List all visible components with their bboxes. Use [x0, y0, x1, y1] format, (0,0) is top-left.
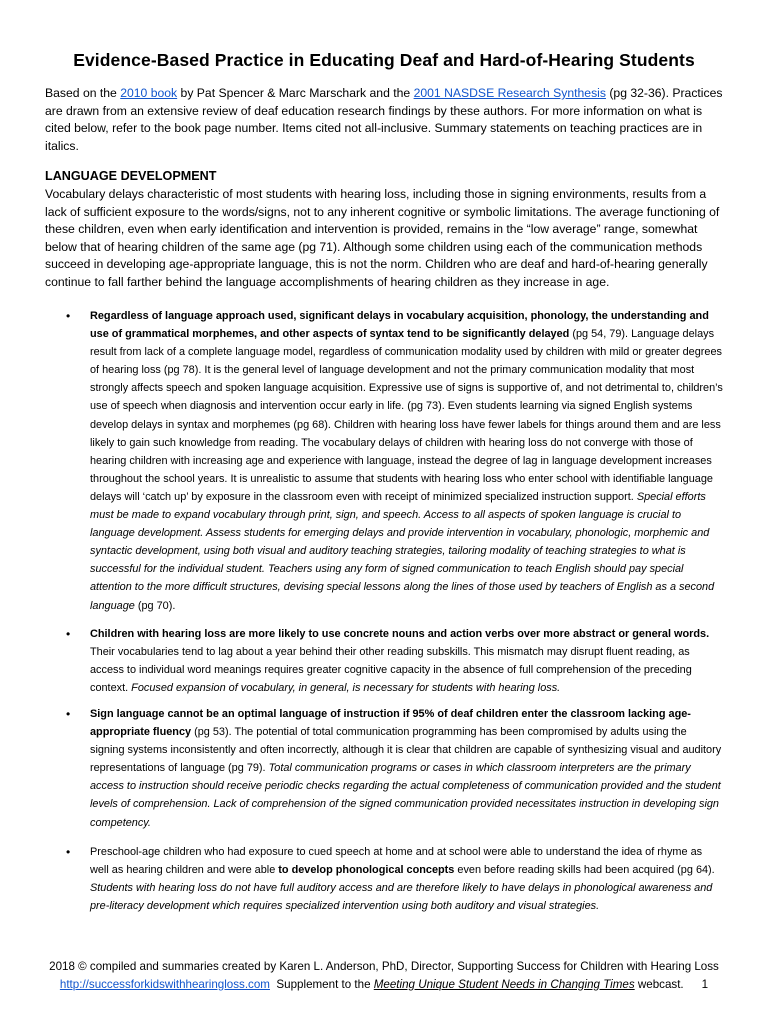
bullet-4-italic: Students with hearing loss do not have full auditory access and are therefore likely to have delays in phonological awareness and pre-literacy development which requires specialized intervention using both auditory and visual strategies. — [90, 881, 713, 912]
page-number: 1 — [701, 977, 709, 991]
list-item — [45, 705, 723, 832]
bullet-4-text-1: Preschool-age children who had exposure to cued speech at home and at school were able to understand the idea of rhyme as well as hearing children and were able — [90, 845, 703, 876]
practice-list — [45, 307, 723, 915]
bullet-4-text-2: even before reading skills had been acquired (pg 64). — [454, 863, 715, 876]
bullet-icon: • — [66, 309, 71, 323]
bullet-3-text: (pg 53). The potential of total communication programming has been compromised by adults using the signing systems inconsistently and often incorrectly, although it is clear that children are capable of synthesizing visual and auditory representations of language (pg 79). — [90, 726, 722, 775]
bullet-icon: • — [66, 626, 71, 641]
book-link[interactable]: 2010 book — [120, 86, 178, 100]
bullet-3-bold: Sign language cannot be an optimal language of instruction if 95% of deaf children enter the classroom lacking age-appropriate fluency — [90, 707, 691, 739]
footer-supplement-text: Supplement to the — [269, 977, 374, 991]
bullet-1-end: (pg 70). — [134, 599, 176, 612]
bullet-2-italic: Focused expansion of vocabulary, in general, is necessary for students with hearing loss. — [131, 681, 561, 694]
intro-text-1: Based on the — [45, 86, 121, 100]
bullet-2-text: Their vocabularies tend to lag about a year behind their other reading subskills. This mismatch may disrupt fluent reading, as access to individual word meanings requires greater cognitive capacity in the absence of full comprehension of the preceding context. — [90, 645, 692, 694]
footer-webcast-text: webcast. — [634, 977, 684, 991]
intro-text-2: by Pat Spencer & Marc Marschark and the — [177, 86, 414, 100]
intro-paragraph — [45, 85, 723, 155]
section-intro: Vocabulary delays characteristic of most students with hearing loss, including those in signing environments, results from a lack of sufficient exposure to the words/signs, not to any inherent cognitive or symbolic limitations. The average functioning of these children, even when early identification and intervention is provided, remains in the “low average” range, somewhat below that of hearing children of the same age (pg 71). Although some children using each of the communication methods succeed in developing age-appropriate language, this is not the norm. Children who are deaf and hard-of-hearing generally continue to fall farther behind the language accomplishments of hearing children as they increase in age. — [45, 187, 720, 289]
bullet-1-text: (pg 54, 79). Language delays result from lack of a complete language model, regardless of communication modality used by children with mild or greater degrees of hearing loss (pg 78). It is the general level of language development and not the primary communication modality that most strongly affects speech and spoken language acquisition. Expressive use of signs is supportive of, and not detrimental to, children’s use of speech when diagnosis and intervention occur early in life. (pg 73). Even students learning via signed English systems develop delays in syntax and morphemes (pg 68). Children with hearing loss have fewer labels for things around them and are less likely to gain such knowledge from reading. The vocabulary delays of children with hearing loss do not converge with those of hearing children with increasing age and experience with language, instead the degree of lag in language development increases throughout the school years. It is unrealistic to assume that students with hearing loss who enter school with identifiable language delays will ‘catch up’ by exposure in the classroom even with receipt of minimized specialized instruction support. — [90, 328, 723, 503]
bullet-2-bold: Children with hearing loss are more likely to use concrete nouns and action verbs over more abstract or general words. — [90, 627, 710, 640]
bullet-1-italic: Special efforts must be made to expand vocabulary through print, sign, and speech. Access to all aspects of spoken language is crucial to language development. Assess students for emerging delays and provide intervention in vocabulary, phonologic, morphemic and syntactic development, using both visual and auditory teaching strategies, tailoring modality of teaching strategies to what is successful for the individual student. Teachers using any form of signed communication to teach English should pay special attention to the more difficult structures, devising special lessons along the lines of those used by teachers of English as a second language — [90, 490, 715, 612]
bullet-1-bold: Regardless of language approach used, significant delays in vocabulary acquisition, phonology, the understanding and use of grammatical morphemes, and other aspects of syntax tend to be significantly delayed — [90, 310, 709, 341]
website-link[interactable]: http://successforkidswithhearingloss.com — [59, 977, 270, 991]
footer-credit: 2018 © compiled and summaries created by Karen L. Anderson, PhD, Director, Supporting Success for Children with Hearing Loss — [49, 960, 719, 973]
intro-text-3: (pg 32-36). Practices are drawn from an extensive review of deaf education research findings by these authors. For more information on what is cited below, refer to the book page number. Items cited not all-inclusive. Summary statements on teaching practices are in italics. — [45, 86, 723, 153]
bullet-4-bold: to develop phonological concepts — [278, 863, 455, 876]
webcast-title: Meeting Unique Student Needs in Changing Times — [373, 977, 635, 991]
list-item — [45, 307, 723, 615]
nasdse-link[interactable]: 2001 NASDSE Research Synthesis — [413, 86, 606, 100]
section-heading: LANGUAGE DEVELOPMENT — [45, 169, 217, 183]
bullet-icon: • — [66, 706, 71, 721]
footer-line-2 — [45, 976, 723, 994]
bullet-icon: • — [66, 844, 71, 859]
list-item — [45, 625, 723, 697]
page-footer — [45, 958, 723, 993]
list-item — [45, 843, 723, 915]
document-title: Evidence-Based Practice in Educating Deaf and Hard-of-Hearing Students — [73, 50, 695, 70]
bullet-3-italic: Total communication programs or cases in which classroom interpreters are the primary access to instruction should receive periodic checks regarding the actual completeness of communication provided and the student levels of comprehension. Lack of comprehension of the signed communication provided necessitates instruction in developing sign competency. — [90, 762, 721, 829]
